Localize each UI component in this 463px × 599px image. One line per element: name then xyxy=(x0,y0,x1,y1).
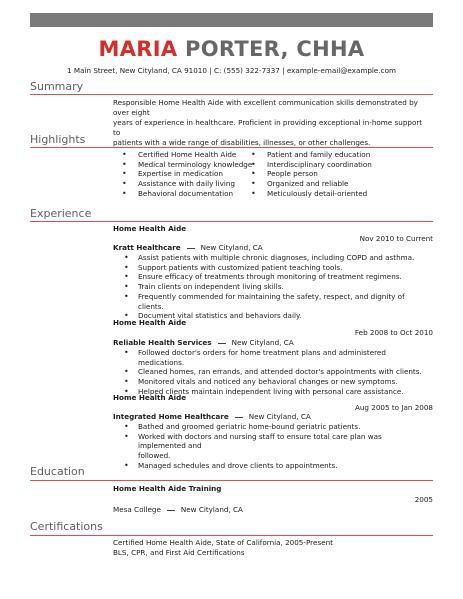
last-name-credentials: PORTER, CHHA xyxy=(185,37,365,61)
job-bullets xyxy=(124,348,431,397)
highlight-item: • People person xyxy=(251,169,372,179)
job-title: Home Health Aide xyxy=(113,318,187,327)
job-bullet: • Train clients on independent living skills. xyxy=(124,282,431,292)
dash-separator xyxy=(218,343,226,344)
school-location: New Cityland, CA xyxy=(180,505,243,514)
job-bullet: • Bathed and groomed geriatric home-bound geriatric patients. xyxy=(124,422,431,432)
certifications-text xyxy=(113,538,431,558)
education-rule xyxy=(30,480,433,481)
highlight-item: • Organized and reliable xyxy=(251,179,372,189)
summary-line: years of experience in healthcare. Proficient in providing exceptional in-home support to xyxy=(113,118,423,137)
highlights-left-list xyxy=(122,150,252,199)
job-employer xyxy=(113,338,294,347)
job-bullet: • Managed schedules and drove clients to appointments. xyxy=(124,461,431,471)
job-bullet: • Helped clients maintain independent living with personal care assistance. xyxy=(124,387,431,397)
school-name: Mesa College xyxy=(113,505,161,514)
highlights-right-list xyxy=(251,150,372,199)
job-bullet: • Frequently commended for maintaining the safety, respect, and dignity of clients. xyxy=(124,292,431,311)
highlight-item: • Certified Home Health Aide xyxy=(122,150,252,160)
dash-separator xyxy=(187,248,195,249)
job-bullet: • Monitored vitals and noticed any behavioral changes or new symptoms. xyxy=(124,377,431,387)
job-dates: Feb 2008 to Oct 2010 xyxy=(354,328,433,337)
highlights-heading: Highlights xyxy=(30,133,86,146)
certification-line: Certified Home Health Aide, State of California, 2005-Present xyxy=(113,538,333,547)
candidate-name xyxy=(0,37,463,61)
job-bullet: • Ensure efficacy of treatments through monitoring of treatment regimens. xyxy=(124,272,431,282)
experience-heading: Experience xyxy=(30,207,92,220)
highlight-item: • Interdisciplinary coordination xyxy=(251,160,372,170)
dash-separator xyxy=(235,417,243,418)
job-bullet: • Support patients with customized patient teaching tools. xyxy=(124,263,431,273)
first-name: MARIA xyxy=(98,37,178,61)
job-employer xyxy=(113,243,263,252)
job-bullet: • Cleaned homes, ran errands, and attended doctor's appointments with clients. xyxy=(124,367,431,377)
job-bullet: • Document vital statistics and behaviors daily. xyxy=(124,311,431,321)
highlight-item: • Medical terminology knowledge xyxy=(122,160,252,170)
employer-name: Reliable Health Services xyxy=(113,338,212,347)
job-title: Home Health Aide xyxy=(113,393,187,402)
highlight-item: • Behavioral documentation xyxy=(122,189,252,199)
job-bullet: • Followed doctor's orders for home treatment plans and administered medications. xyxy=(124,348,431,367)
employer-name: Integrated Home Healthcare xyxy=(113,412,229,421)
education-school xyxy=(113,505,243,514)
job-title: Home Health Aide xyxy=(113,224,187,233)
education-year: 2005 xyxy=(414,495,433,504)
summary-rule xyxy=(30,94,433,95)
certifications-heading: Certifications xyxy=(30,520,103,533)
certification-line: BLS, CPR, and First Aid Certifications xyxy=(113,548,245,557)
highlights-rule xyxy=(30,147,433,148)
employer-location: New Cityland, CA xyxy=(231,338,294,347)
dash-separator xyxy=(167,510,175,511)
job-bullet: • Assist patients with multiple chronic diagnoses, including COPD and asthma. xyxy=(124,253,431,263)
header-bar xyxy=(30,13,433,27)
employer-location: New Cityland, CA xyxy=(248,412,311,421)
summary-line: Responsible Home Health Aide with excellent communication skills demonstrated by over eight xyxy=(113,98,418,117)
summary-text xyxy=(113,98,431,148)
contact-line: 1 Main Street, New Cityland, CA 91010 | C: (555) 322-7337 | example-email@example.com xyxy=(67,66,396,75)
job-dates: Aug 2005 to Jan 2008 xyxy=(354,403,433,412)
employer-name: Kratt Healthcare xyxy=(113,243,181,252)
highlight-item: • Meticulously detail-oriented xyxy=(251,189,372,199)
experience-rule xyxy=(30,221,433,222)
job-bullets xyxy=(124,253,431,321)
education-heading: Education xyxy=(30,465,85,478)
job-bullet xyxy=(124,432,431,461)
education-program: Home Health Aide Training xyxy=(113,484,222,493)
highlight-item: • Expertise in medication xyxy=(122,169,252,179)
job-bullet-text: Worked with doctors and nursing staff to ensure total care plan was implemented and xyxy=(138,431,382,451)
certifications-rule xyxy=(30,535,433,536)
job-bullet-continuation: followed. xyxy=(138,451,171,461)
highlight-item: • Assistance with daily living xyxy=(122,179,252,189)
summary-heading: Summary xyxy=(30,80,84,93)
job-dates: Nov 2010 to Current xyxy=(359,234,433,243)
job-employer xyxy=(113,412,311,421)
highlight-item: • Patient and family education xyxy=(251,150,372,160)
job-bullets xyxy=(124,422,431,471)
employer-location: New Cityland, CA xyxy=(200,243,263,252)
summary-line: patients with a wide range of disabilities, illnesses, or other challenges. xyxy=(113,138,371,147)
